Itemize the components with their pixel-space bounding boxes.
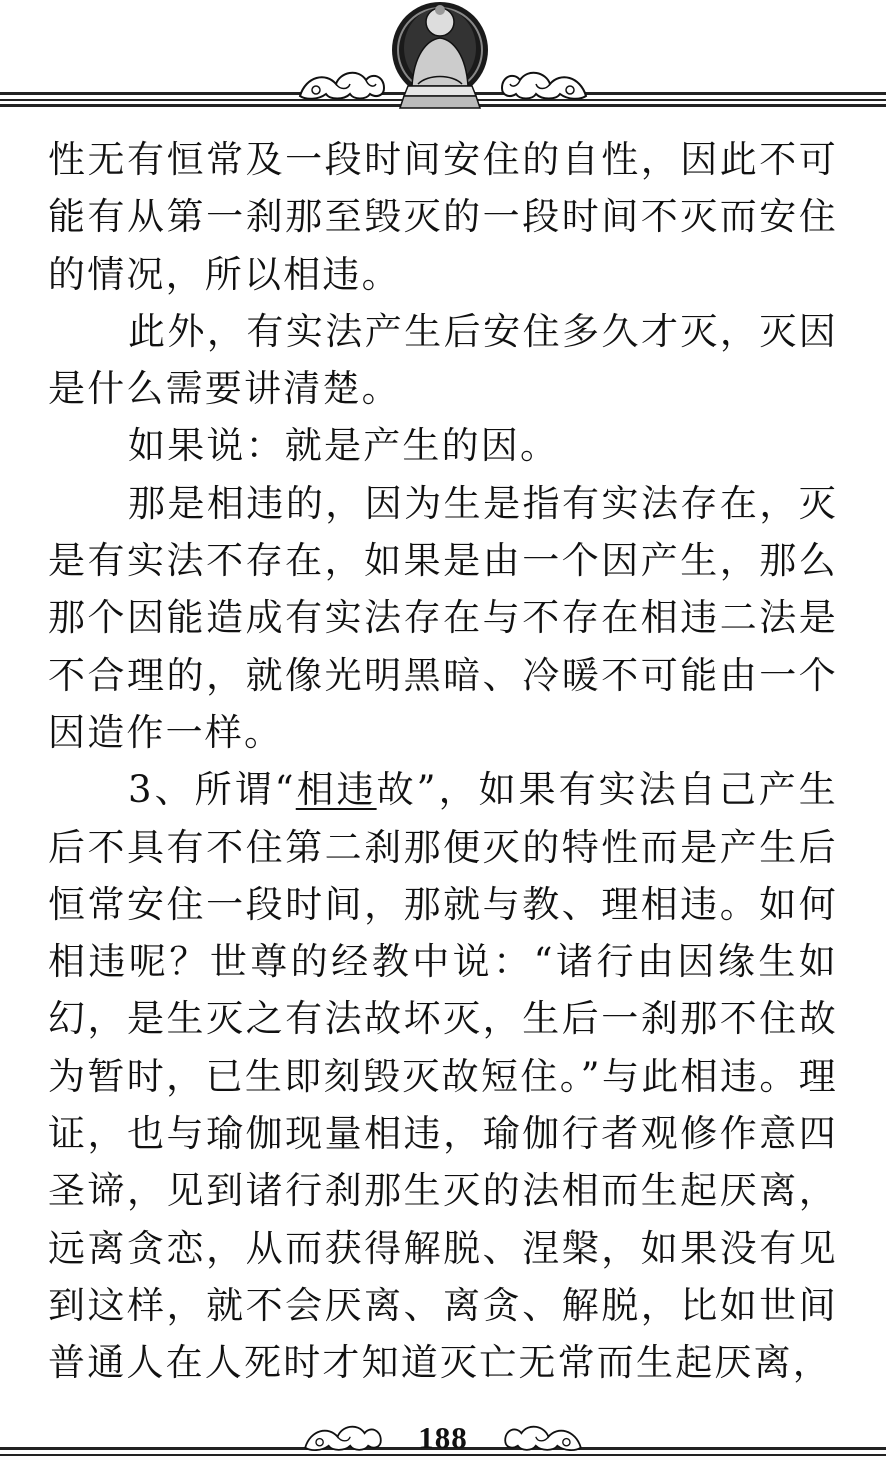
paragraph-1: 性无有恒常及一段时间安住的自性，因此不可能有从第一刹那至毁灭的一段时间不灭而安住的情况，所以相违。 [48, 138, 838, 296]
paragraph-5-rest: 故”，如果有实法自己产生后不具有不住第二刹那便灭的特性而是产生后恒常安住一段时间，那就与教、理相违。如何相违呢？世尊的经教中说：“诸行由因缘生如幻，是生灭之有法故坏灭，生后一刹那不住故为暂时，已生即刻毁灭故短住。”与此相违。理证，也与瑜伽现量相违，瑜伽行者观修作意四圣谛，见到诸行刹那生灭的法相而生起厌离，远离贪恋，从而获得解脱、涅槃，如果没有见到这样，就不会厌离、离贪、解脱，比如世间普通人在人死时才知道灭亡无常而生起厌离， [48, 768, 838, 1385]
paragraph-3: 如果说：就是产生的因。 [128, 424, 560, 468]
paragraph-2: 此外，有实法产生后安住多久才灭，灭因是什么需要讲清楚。 [48, 309, 838, 411]
cloud-ornament-icon [498, 62, 590, 102]
page-header [0, 0, 886, 120]
body-text [48, 131, 838, 1392]
page-number: 188 [418, 1420, 468, 1455]
paragraph-5 [48, 761, 838, 1391]
underlined-term: 相违 [295, 768, 377, 812]
buddha-emblem-icon [388, 0, 492, 112]
paragraph-4: 那是相违的，因为生是指有实法存在，灭是有实法不存在，如果是由一个因产生，那么那个因能造成有实法存在与不存在相违二法是不合理的，就像光明黑暗、冷暖不可能由一个因造作一样。 [48, 481, 838, 754]
paragraph-5-lead: 3、所谓“ [128, 768, 296, 812]
cloud-ornament-icon [296, 62, 388, 102]
